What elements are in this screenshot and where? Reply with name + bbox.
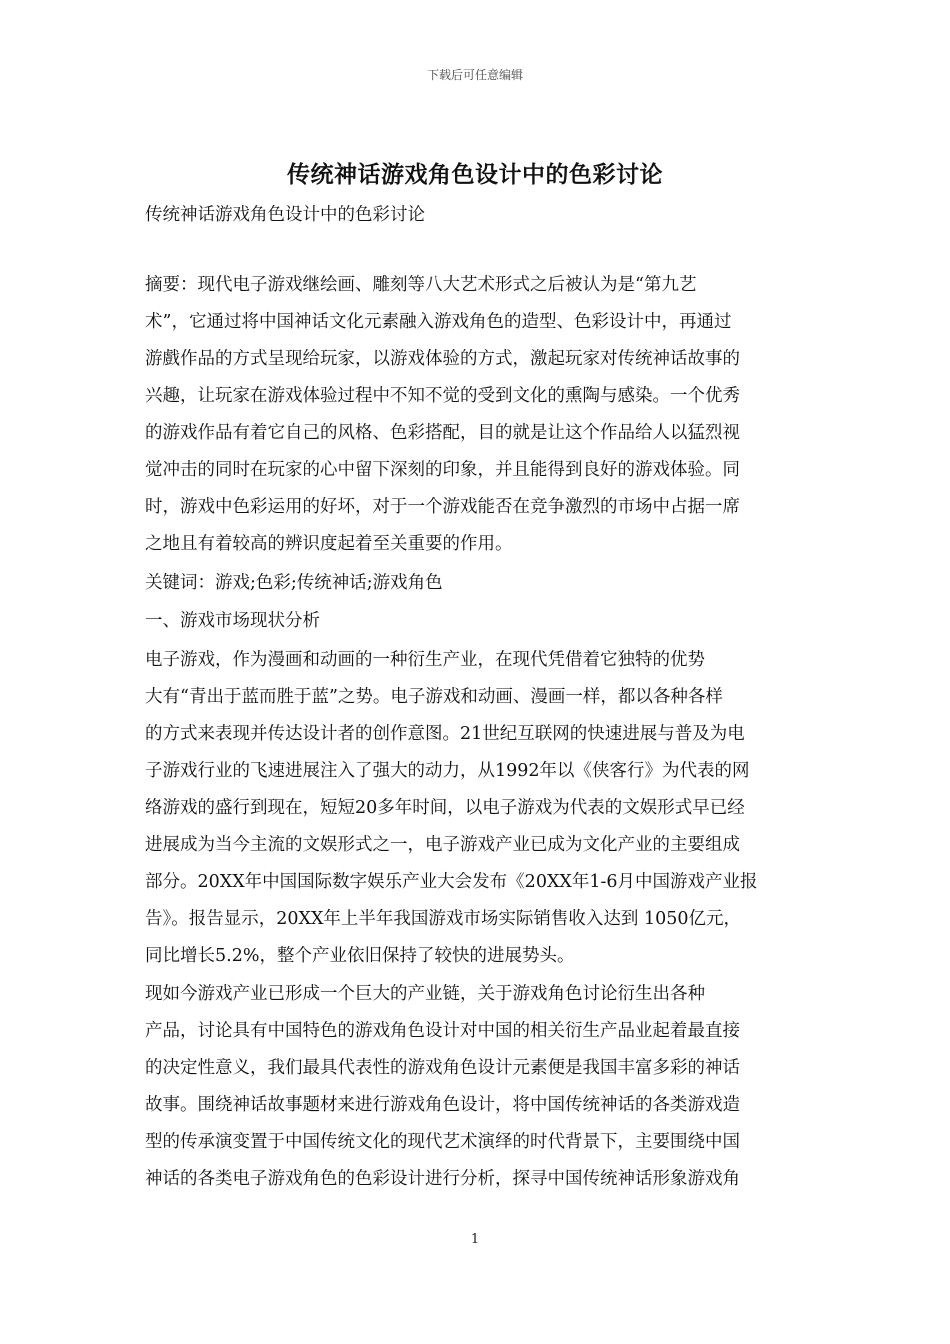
paragraph-line: 大有“青出于蓝而胜于蓝”之势。电子游戏和动画、漫画一样，都以各种各样 [145,687,723,707]
industry-chain-paragraph [145,976,811,1198]
abstract-line: 之地且有着较高的辨识度起着至关重要的作用。 [145,534,513,554]
section-heading-text: 一、游戏市场现状分析 [145,611,320,631]
abstract-line: 摘要：现代电子游戏继绘画、雕刻等八大艺术形式之后被认为是“第九艺 [145,275,697,295]
abstract-line: 兴趣，让玩家在游戏体验过程中不知不觉的受到文化的熏陶与感染。一个优秀 [145,386,740,406]
abstract-paragraph [145,267,811,563]
paragraph-line: 神话的各类电子游戏角色的色彩设计进行分析，探寻中国传统神话形象游戏角 [145,1169,740,1189]
document-subtitle: 传统神话游戏角色设计中的色彩讨论 [145,205,425,225]
abstract-line: 游戲作品的方式呈现给玩家，以游戏体验的方式，激起玩家对传统神话故事的 [145,349,740,369]
keywords-text: 关键词：游戏;色彩;传统神话;游戏角色 [145,573,443,593]
paragraph-line: 电子游戏，作为漫画和动画的一种衍生产业，在现代凭借着它独特的优势 [145,650,705,670]
paragraph-line: 子游戏行业的飞速进展注入了强大的动力，从1992年以《侠客行》为代表的网 [145,761,750,781]
section-heading [145,603,811,640]
paragraph-line: 产品，讨论具有中国特色的游戏角色设计对中国的相关衍生产品业起着最直接 [145,1021,740,1041]
paragraph-line: 的决定性意义，我们最具代表性的游戏角色设计元素便是我国丰富多彩的神话 [145,1058,740,1078]
paragraph-line: 故事。围绕神话故事题材来进行游戏角色设计，将中国传统神话的各类游戏造 [145,1095,740,1115]
paragraph-line: 告》。报告显示，20XX年上半年我国游戏市场实际销售收入达到 1050亿元， [145,909,742,929]
abstract-line: 的游戏作品有着它自己的风格、色彩搭配，目的就是让这个作品给人以猛烈视 [145,423,740,443]
document-title: 传统神话游戏角色设计中的色彩讨论 [287,161,663,188]
page-header-note: 下载后可任意编辑 [426,68,523,82]
abstract-line: 术”，它通过将中国神话文化元素融入游戏角色的造型、色彩设计中，再通过 [145,312,732,332]
paragraph-line: 络游戏的盛行到现在，短短20多年时间，以电子游戏为代表的文娱形式早已经 [145,798,745,818]
paragraph-line: 型的传承演变置于中国传统文化的现代艺术演绎的时代背景下，主要围绕中国 [145,1132,740,1152]
abstract-line: 时，游戏中色彩运用的好坏，对于一个游戏能否在竞争激烈的市场中占据一席 [145,497,740,517]
keywords-line [145,565,811,602]
paragraph-line: 同比增长5.2%，整个产业依旧保持了较快的进展势头。 [145,946,575,966]
market-analysis-paragraph [145,642,811,975]
paragraph-line: 部分。20XX年中国国际数字娱乐产业大会发布《20XX年1-6月中国游戏产业报 [145,872,758,892]
paragraph-line: 进展成为当今主流的文娱形式之一，电子游戏产业已成为文化产业的主要组成 [145,835,740,855]
abstract-line: 觉冲击的同时在玩家的心中留下深刻的印象，并且能得到良好的游戏体验。同 [145,460,740,480]
paragraph-line: 的方式来表现并传达设计者的创作意图。21世纪互联网的快速进展与普及为电 [145,724,745,744]
page-number: 1 [470,1232,480,1247]
paragraph-line: 现如今游戏产业已形成一个巨大的产业链，关于游戏角色讨论衍生出各种 [145,984,705,1004]
